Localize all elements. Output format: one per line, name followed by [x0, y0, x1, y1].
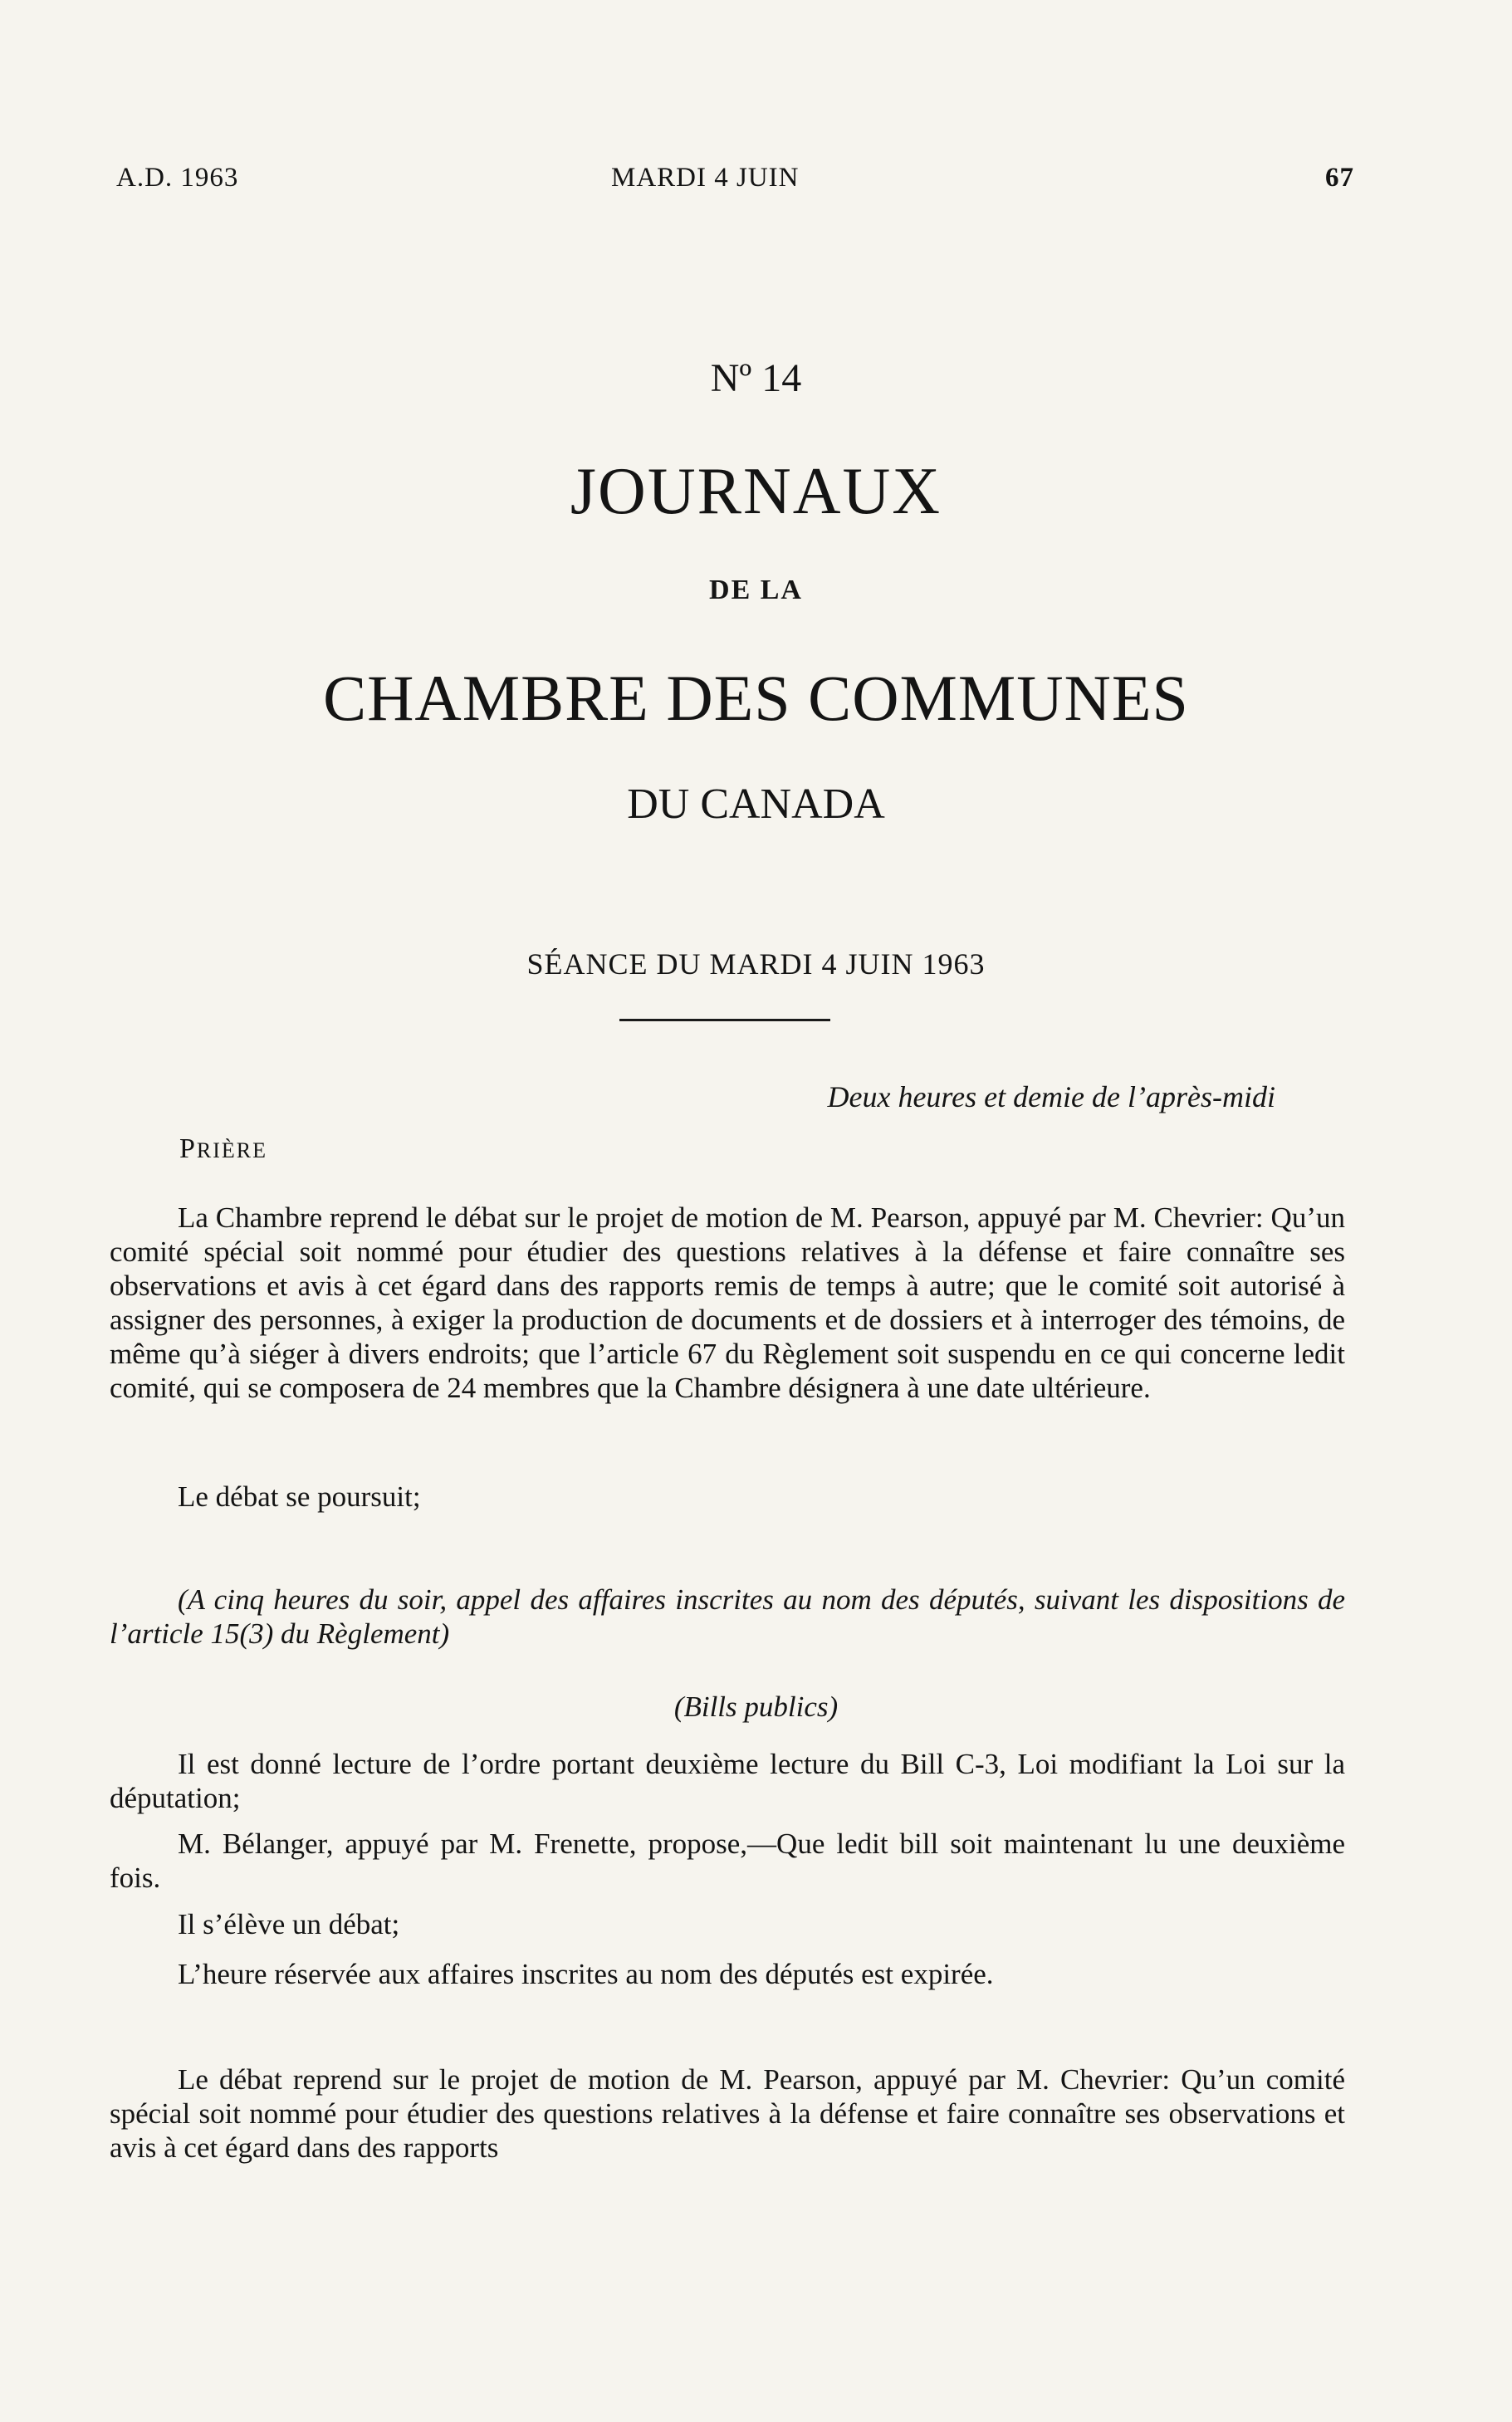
page-number: 67: [1325, 163, 1354, 193]
running-head: [116, 163, 1354, 204]
title-connector: DE LA: [709, 575, 803, 605]
sitting-time: Deux heures et demie de l’après-midi: [827, 1080, 1275, 1113]
issue-number: Nº 14: [710, 356, 802, 400]
paragraph-motion: La Chambre reprend le débat sur le projet de motion de M. Pearson, appuyé par M. Chevrier: Qu’un comité spécial soit nommé pour étudier des questions relatives à la défense et faire connaître ses observations et avis à cet égard dans des rapports remis de temps à autre; que le comité soit autorisé à assigner des personnes, à exiger la production de documents et de dossiers et à interroger des témoins, de même qu’à siéger à divers endroits; que l’article 67 du Règlement soit suspendu en ce qui concerne ledit comité, qui se composera de 24 membres que la Chambre désignera à une date ultérieure.: [110, 1201, 1345, 1404]
country-name: DU CANADA: [627, 780, 885, 828]
running-head-date: MARDI 4 JUIN: [611, 163, 800, 193]
paragraph-second-reading-order: Il est donné lecture de l’ordre portant deuxième lecture du Bill C-3, Loi modifiant la Loi sur la députation;: [110, 1748, 1345, 1814]
running-head-year: A.D. 1963: [116, 163, 239, 193]
session-date: SÉANCE DU MARDI 4 JUIN 1963: [526, 947, 986, 981]
paragraph-private-members-call: (A cinq heures du soir, appel des affaires inscrites au nom des députés, suivant les dispositions de l’article 15(3) du Règlement): [110, 1583, 1345, 1650]
paragraph-debate-continues: Le débat se poursuit;: [178, 1480, 421, 1513]
paragraph-debate-resumes: Le débat reprend sur le projet de motion de M. Pearson, appuyé par M. Chevrier: Qu’un comité spécial soit nommé pour étudier des questions relatives à la défense et faire connaître ses observations et avis à cet égard dans des rapports: [110, 2063, 1345, 2164]
paragraph-belanger-motion: M. Bélanger, appuyé par M. Frenette, propose,—Que ledit bill soit maintenant lu une deuxième fois.: [110, 1828, 1345, 1894]
prayer-heading: PRIÈRE: [179, 1133, 268, 1164]
bills-heading: (Bills publics): [673, 1691, 839, 1723]
chamber-name: CHAMBRE DES COMMUNES: [323, 662, 1189, 734]
paragraph-debate-arises: Il s’élève un débat;: [178, 1908, 400, 1940]
journal-title: JOURNAUX: [570, 455, 942, 528]
paragraph-hour-expired: L’heure réservée aux affaires inscrites au nom des députés est expirée.: [178, 1958, 994, 1990]
title-divider: [619, 1019, 830, 1021]
